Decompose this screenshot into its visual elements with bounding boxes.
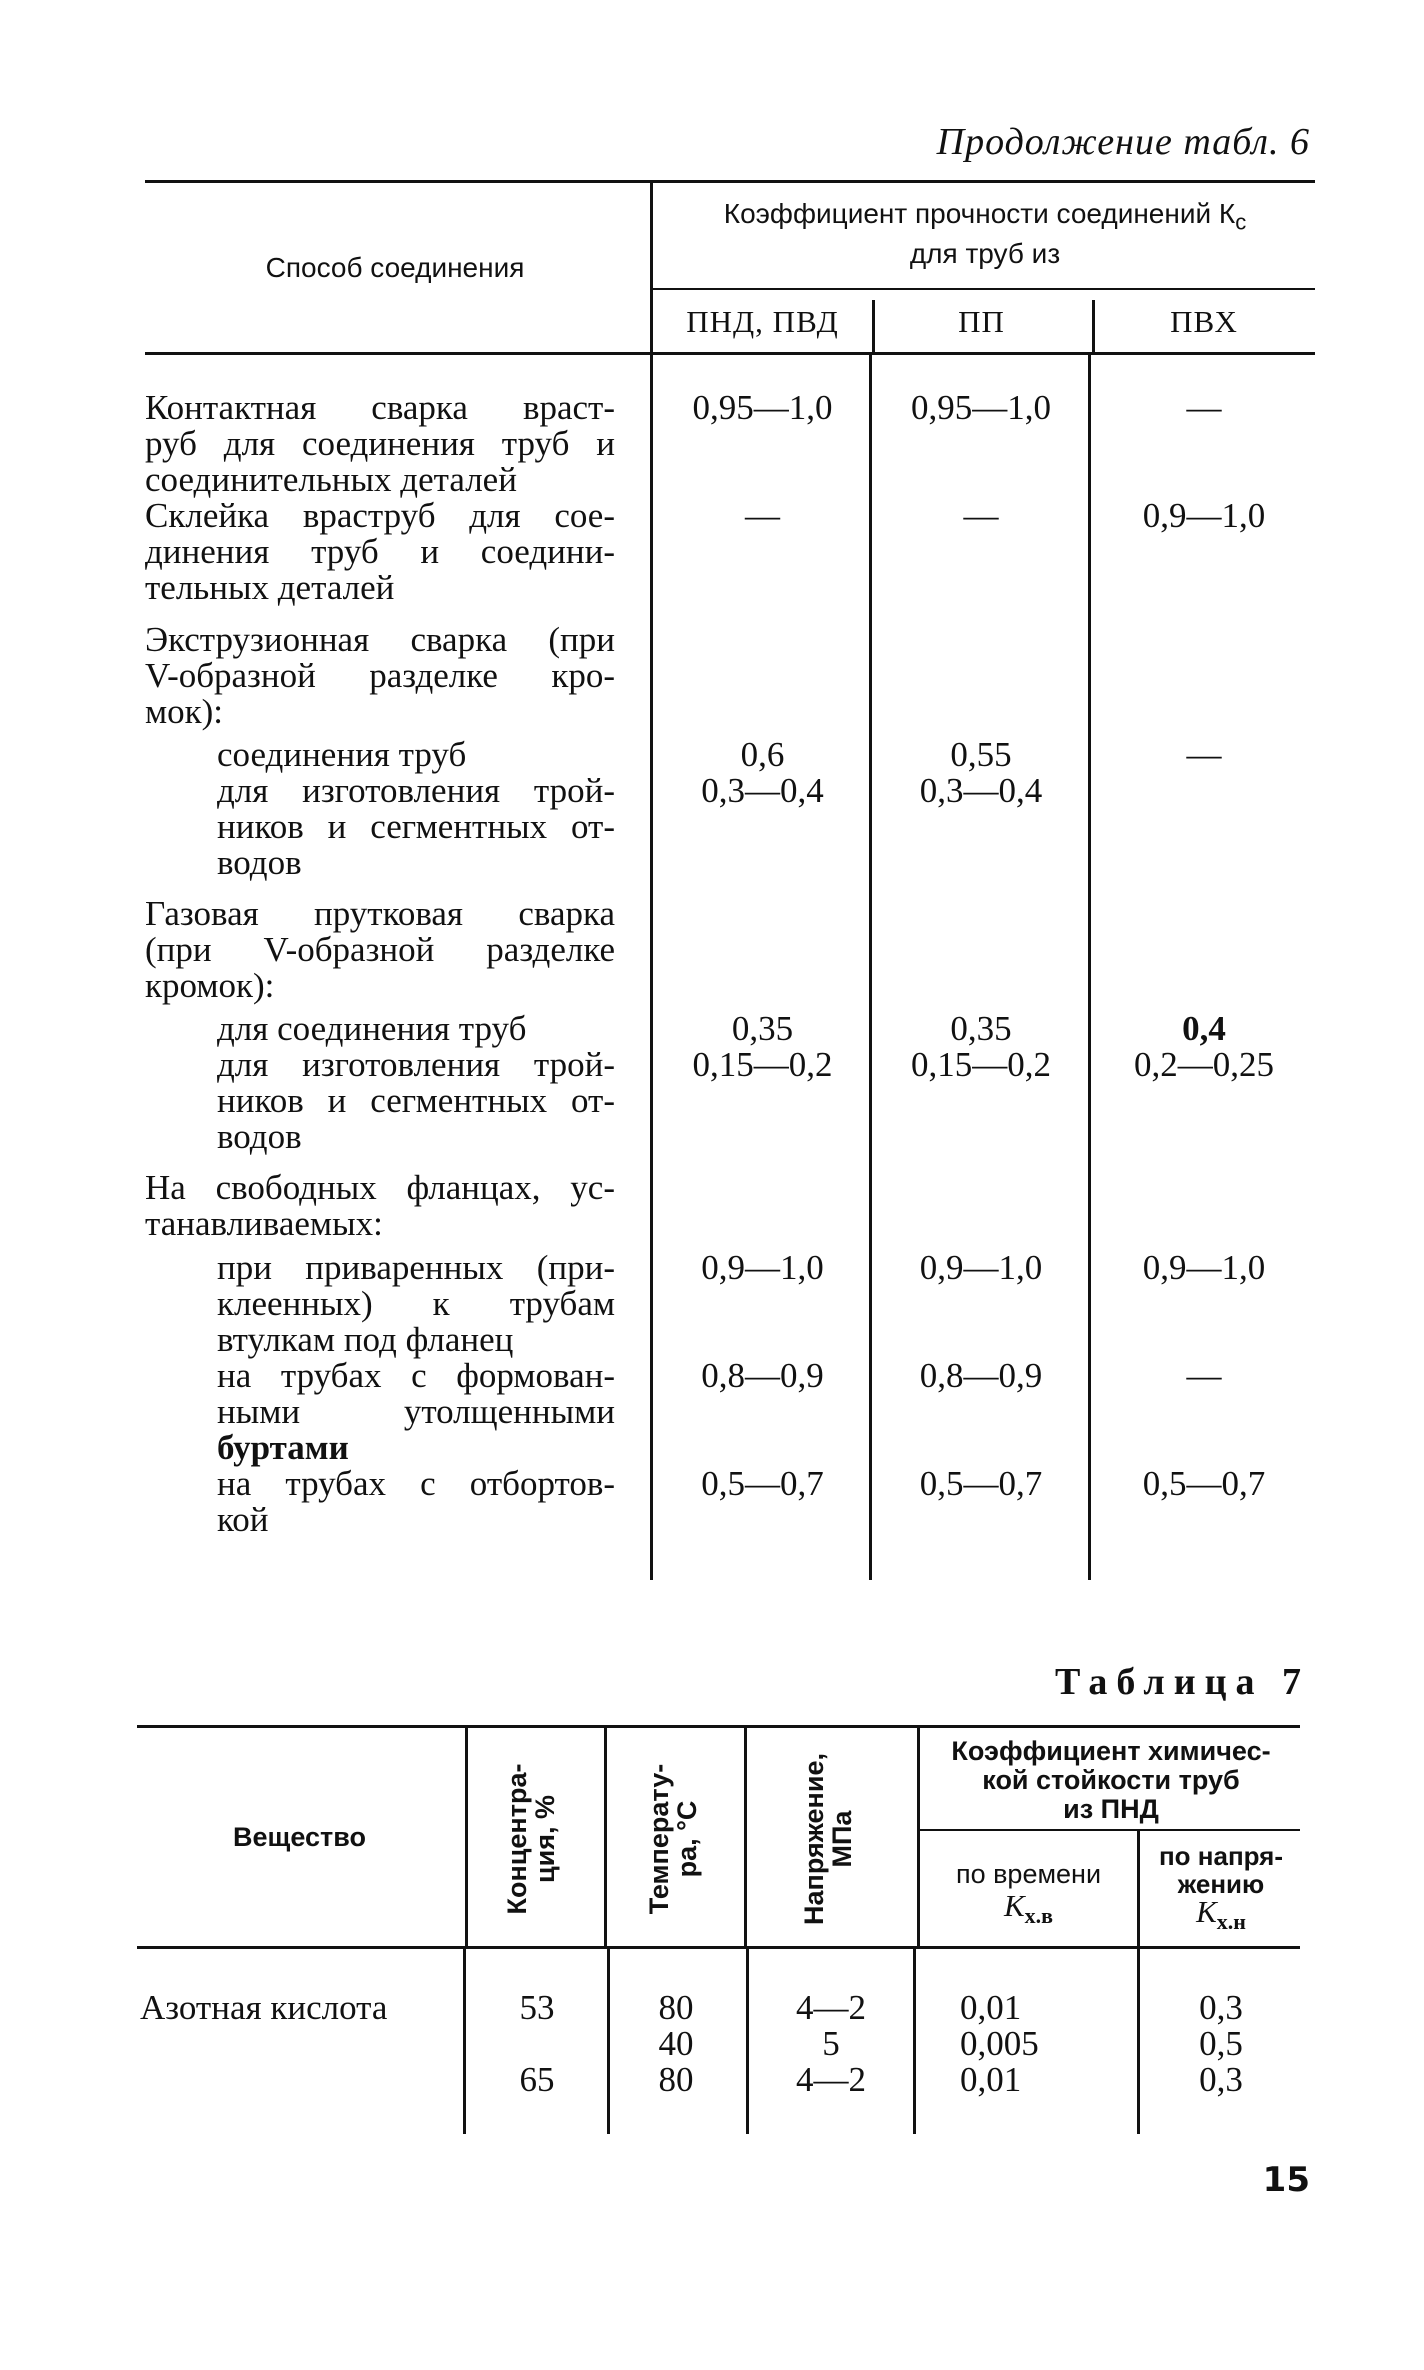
value-cell: 0,9—1,0	[701, 1248, 824, 1287]
row-text-line: для соединения труб	[217, 1009, 527, 1048]
value-cell: 0,8—0,9	[919, 1356, 1043, 1395]
row-glue-socket	[145, 498, 615, 606]
table7-caption: Таблица 7	[1054, 1661, 1310, 1703]
t7-value-line: 0,01	[960, 1988, 1022, 2027]
row-text-line: при приваренных (при-	[217, 1248, 615, 1287]
value-cell: 0,8—0,9	[701, 1356, 824, 1395]
t7-stress-cell	[750, 1990, 912, 2098]
table6-vline-2b	[869, 355, 872, 1580]
value-cell: —	[963, 496, 999, 535]
table6-vline-1	[650, 183, 653, 352]
row-text-line: На свободных фланцах, ус-	[145, 1168, 615, 1207]
value-cell: 0,5—0,7	[1142, 1464, 1266, 1503]
t7-header-temperature	[645, 1734, 705, 1944]
t7-value-line: 80	[658, 2060, 694, 2099]
table7-vline-1b	[463, 1949, 466, 2134]
t7-value-line: 53	[519, 1988, 555, 2027]
header-text-line: ра, °С	[672, 1800, 702, 1878]
t7-value-line: 5	[822, 2024, 840, 2063]
table6-vline-3b	[1088, 355, 1091, 1580]
value-cell: 0,9—1,0	[1142, 496, 1266, 535]
row-text-line: (при V-образной разделке	[145, 930, 615, 969]
value-cell: 0,15—0,2	[911, 1045, 1051, 1084]
t7-value-line: 0,005	[960, 2024, 1039, 2063]
row-text-line: для изготовления трой-	[217, 771, 615, 810]
header-col-pp: ПП	[958, 304, 1005, 339]
row-extrusion-pipes	[217, 737, 615, 773]
value-cell: 0,5—0,7	[701, 1464, 824, 1503]
row-text-line: ными утолщенными	[217, 1392, 615, 1431]
value-cell: —	[1186, 388, 1222, 427]
row-extrusion-fittings	[217, 773, 615, 881]
row-text-line: руб для соединения труб и	[145, 424, 615, 463]
t7-value-line: 65	[519, 2060, 555, 2099]
symbol-k: К	[1004, 1888, 1025, 1923]
value-cell: —	[1186, 1356, 1222, 1395]
row-text-line: Контактная сварка враст-	[145, 388, 615, 427]
header-col-pvh: ПВХ	[1170, 304, 1238, 339]
t7-value-line: 0,5	[1199, 2024, 1243, 2063]
table7-vline-4b	[913, 1949, 916, 2134]
t7-value-line: 4—2	[796, 1988, 866, 2027]
value-cell: 0,95—1,0	[911, 388, 1051, 427]
table7-vline-2	[604, 1728, 607, 1946]
header-text-line: ция, %	[530, 1795, 560, 1883]
t7-k-time-cell	[960, 1990, 1100, 2098]
t7-temperature-cell	[608, 1990, 744, 2098]
symbol-k: К	[1196, 1894, 1217, 1929]
symbol-subscript: х.в	[1024, 1903, 1053, 1929]
t7-header-coefficient	[922, 1737, 1300, 1824]
table7-header-mid-rule	[920, 1829, 1300, 1831]
row-text-line: клеенных) к трубам	[217, 1284, 615, 1323]
header-coef-text: Коэффициент прочности соединений К	[723, 198, 1236, 229]
row-text-line: танавливаемых:	[145, 1204, 383, 1243]
t7-header-concentration	[503, 1734, 563, 1944]
row-text-line: водов	[217, 1117, 302, 1156]
t7-k-stress-cell	[1142, 1990, 1300, 2098]
table7-vline-1	[465, 1728, 468, 1946]
row-extrusion-welding	[145, 622, 615, 730]
row-text-line: Газовая прутковая сварка	[145, 894, 615, 933]
value-cell: 0,3—0,4	[701, 771, 824, 810]
table7-top-rule	[137, 1725, 1300, 1728]
row-text-line: кромок):	[145, 966, 275, 1005]
t7-concentration-cell	[468, 1990, 606, 2098]
table6-header-mid-rule	[652, 288, 1315, 290]
row-text-line: втулкам под фланец	[217, 1320, 514, 1359]
header-method: Способ соединения	[265, 252, 525, 283]
value-cell: 0,2—0,25	[1134, 1045, 1274, 1084]
header-text-line: Концентра-	[502, 1763, 532, 1915]
table7-vline-3	[744, 1728, 747, 1946]
t7-kxv-symbol	[922, 1890, 1135, 1932]
t7-substance-cell: Азотная кислота	[140, 1988, 388, 2027]
row-free-flanges	[145, 1170, 615, 1242]
t7-header-substance: Вещество	[233, 1822, 366, 1852]
header-text-line: из ПНД	[1063, 1794, 1159, 1824]
value-cell: 0,9—1,0	[919, 1248, 1043, 1287]
t7-value-line: 40	[658, 2024, 694, 2063]
row-text-line: динения труб и соедини-	[145, 532, 615, 571]
value-cell: 0,95—1,0	[692, 388, 833, 427]
table6-top-rule	[145, 180, 1315, 183]
header-text-line: Температу-	[644, 1763, 674, 1915]
header-text-line: Коэффициент химичес-	[951, 1736, 1271, 1766]
value-cell: 0,15—0,2	[692, 1045, 833, 1084]
table7-vline-4	[917, 1728, 920, 1946]
row-gas-pipes	[217, 1011, 615, 1047]
header-text-line: жению	[1177, 1869, 1265, 1899]
table6-caption: Продолжение табл. 6	[936, 121, 1310, 163]
header-coefficient	[660, 198, 1310, 236]
value-cell: —	[745, 496, 780, 535]
row-text-line: мок):	[145, 692, 224, 731]
t7-header-stress	[800, 1734, 860, 1944]
header-text-line: Напряжение,	[799, 1753, 829, 1925]
row-text-line: на трубах с отбортов-	[217, 1464, 615, 1503]
header-text-line: кой стойкости труб	[982, 1765, 1240, 1795]
header-col-pnd: ПНД, ПВД	[686, 304, 839, 339]
t7-value-line	[468, 2026, 606, 2062]
value-cell: 0,5—0,7	[919, 1464, 1043, 1503]
symbol-subscript: х.н	[1216, 1909, 1246, 1935]
row-contact-welding	[145, 390, 615, 498]
row-text-line: ников и сегментных от-	[217, 807, 615, 846]
page-number: 15	[1262, 2160, 1310, 2200]
row-text-line: ников и сегментных от-	[217, 1081, 615, 1120]
header-coef-subscript: с	[1235, 209, 1247, 235]
t7-header-by-stress	[1142, 1842, 1300, 1936]
table6-vline-1b	[650, 355, 653, 1580]
row-text-line: водов	[217, 843, 302, 882]
header-text-line: по времени	[955, 1859, 1102, 1889]
row-text-line: тельных деталей	[145, 568, 395, 607]
header-coef-line2: для труб из	[909, 238, 1061, 269]
value-cell: 0,3—0,4	[919, 771, 1043, 810]
t7-value-line: 0,01	[960, 2060, 1022, 2099]
t7-header-by-time	[922, 1858, 1135, 1932]
table7-vline-5	[1137, 1831, 1140, 1946]
row-text-line: V-образной разделке кро-	[145, 656, 615, 695]
row-flange-welded-sleeves	[217, 1250, 615, 1358]
value-cell: 0,55	[950, 735, 1012, 774]
row-gas-rod-welding	[145, 896, 615, 1004]
value-cell: 0,4	[1182, 1009, 1226, 1048]
row-text-line: для изготовления трой-	[217, 1045, 615, 1084]
t7-kxn-symbol	[1142, 1894, 1300, 1936]
value-cell: 0,6	[740, 735, 785, 774]
header-text-line: по напря-	[1158, 1841, 1284, 1871]
row-text-line: Экструзионная сварка (при	[145, 620, 615, 659]
row-text-line: соединения труб	[217, 735, 467, 774]
t7-value-line: 0,3	[1199, 1988, 1243, 2027]
row-flange-flared	[217, 1466, 615, 1538]
row-gas-fittings	[217, 1047, 615, 1155]
table6-header-bottom-rule	[145, 352, 1315, 355]
row-text-line: кой	[217, 1500, 269, 1539]
value-cell: 0,35	[731, 1009, 794, 1048]
value-cell: 0,35	[950, 1009, 1012, 1048]
header-text-line: МПа	[827, 1810, 857, 1868]
value-cell: —	[1186, 735, 1222, 774]
value-cell: 0,9—1,0	[1142, 1248, 1266, 1287]
row-text-line: буртами	[217, 1428, 349, 1467]
t7-value-line: 4—2	[796, 2060, 866, 2099]
table7-vline-5b	[1137, 1949, 1140, 2134]
row-text-line: соединительных деталей	[145, 460, 517, 499]
row-text-line: на трубах с формован-	[217, 1356, 615, 1395]
table7-vline-3b	[746, 1949, 749, 2134]
row-flange-molded-beads	[217, 1358, 615, 1466]
row-text-line: Склейка враструб для сое-	[145, 496, 615, 535]
t7-value-line: 0,3	[1199, 2060, 1243, 2099]
table7-header-bottom-rule	[137, 1946, 1300, 1949]
t7-value-line: 80	[658, 1988, 694, 2027]
